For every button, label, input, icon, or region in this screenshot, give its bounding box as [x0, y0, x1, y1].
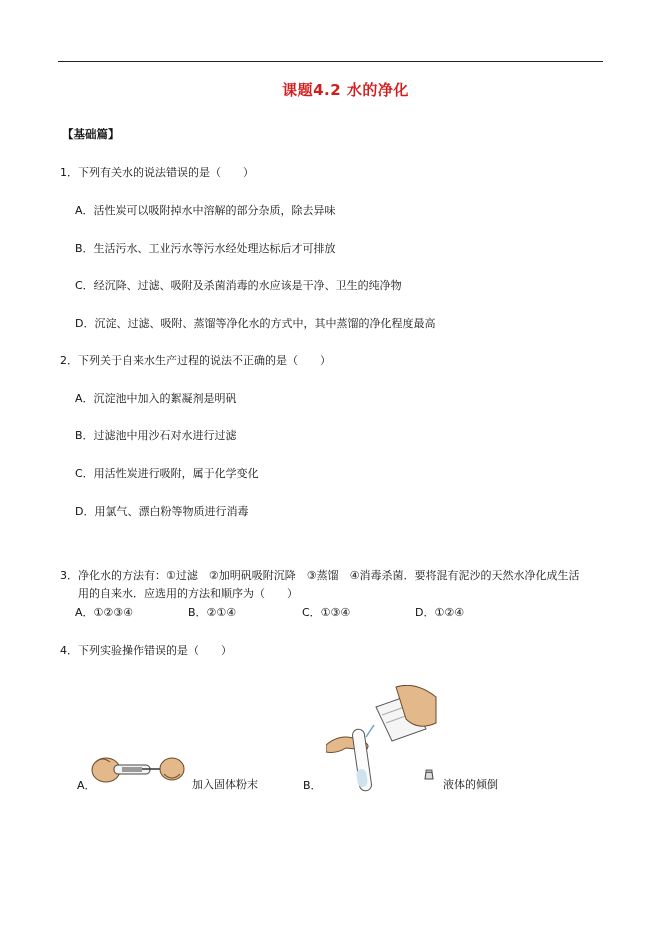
question-2-option-a: A．沉淀池中加入的絮凝剂是明矾 [75, 392, 237, 405]
figure-a-adding-powder-illustration [88, 748, 192, 792]
question-2-stem: 2．下列关于自来水生产过程的说法不正确的是（ ） [60, 354, 331, 367]
question-1-stem: 1．下列有关水的说法错误的是（ ） [60, 166, 254, 179]
question-2-option-d: D．用氯气、漂白粉等物质进行消毒 [75, 505, 249, 518]
section-label: 【基础篇】 [62, 127, 120, 141]
question-3-option-d: D．①②④ [415, 606, 465, 619]
question-3-option-b: B．②①④ [188, 606, 237, 619]
question-4-option-b-letter: B． [303, 779, 322, 792]
header-rule [58, 61, 603, 62]
question-1-option-d: D．沉淀、过滤、吸附、蒸馏等净化水的方式中，其中蒸馏的净化程度最高 [75, 317, 436, 330]
question-4-option-b-caption: 液体的倾倒 [443, 778, 498, 791]
question-1-option-c: C．经沉降、过滤、吸附及杀菌消毒的水应该是干净、卫生的纯净物 [75, 279, 402, 292]
question-3-stem-line-1: 3．净化水的方法有：①过滤 ②加明矾吸附沉降 ③蒸馏 ④消毒杀菌．要将混有泥沙的天然水净化成生活 [60, 569, 580, 582]
figure-b-pouring-liquid-illustration [326, 685, 438, 795]
question-3-option-c: C．①③④ [302, 606, 351, 619]
page-title: 课题4.2 水的净化 [282, 81, 409, 99]
question-1-option-a: A．活性炭可以吸附掉水中溶解的部分杂质，除去异味 [75, 204, 336, 217]
question-4-stem: 4．下列实验操作错误的是（ ） [60, 644, 232, 657]
question-4-option-a-caption: 加入固体粉末 [192, 778, 258, 791]
question-1-option-b: B．生活污水、工业污水等污水经处理达标后才可排放 [75, 242, 336, 255]
question-2-option-b: B．过滤池中用沙石对水进行过滤 [75, 429, 237, 442]
question-3-stem-line-2: 用的自来水．应选用的方法和顺序为（ ） [78, 587, 298, 600]
bottle-stopper-icon [423, 768, 435, 780]
question-4-option-a-letter: A． [77, 779, 96, 792]
question-2-option-c: C．用活性炭进行吸附，属于化学变化 [75, 467, 259, 480]
question-3-option-a: A．①②③④ [75, 606, 133, 619]
